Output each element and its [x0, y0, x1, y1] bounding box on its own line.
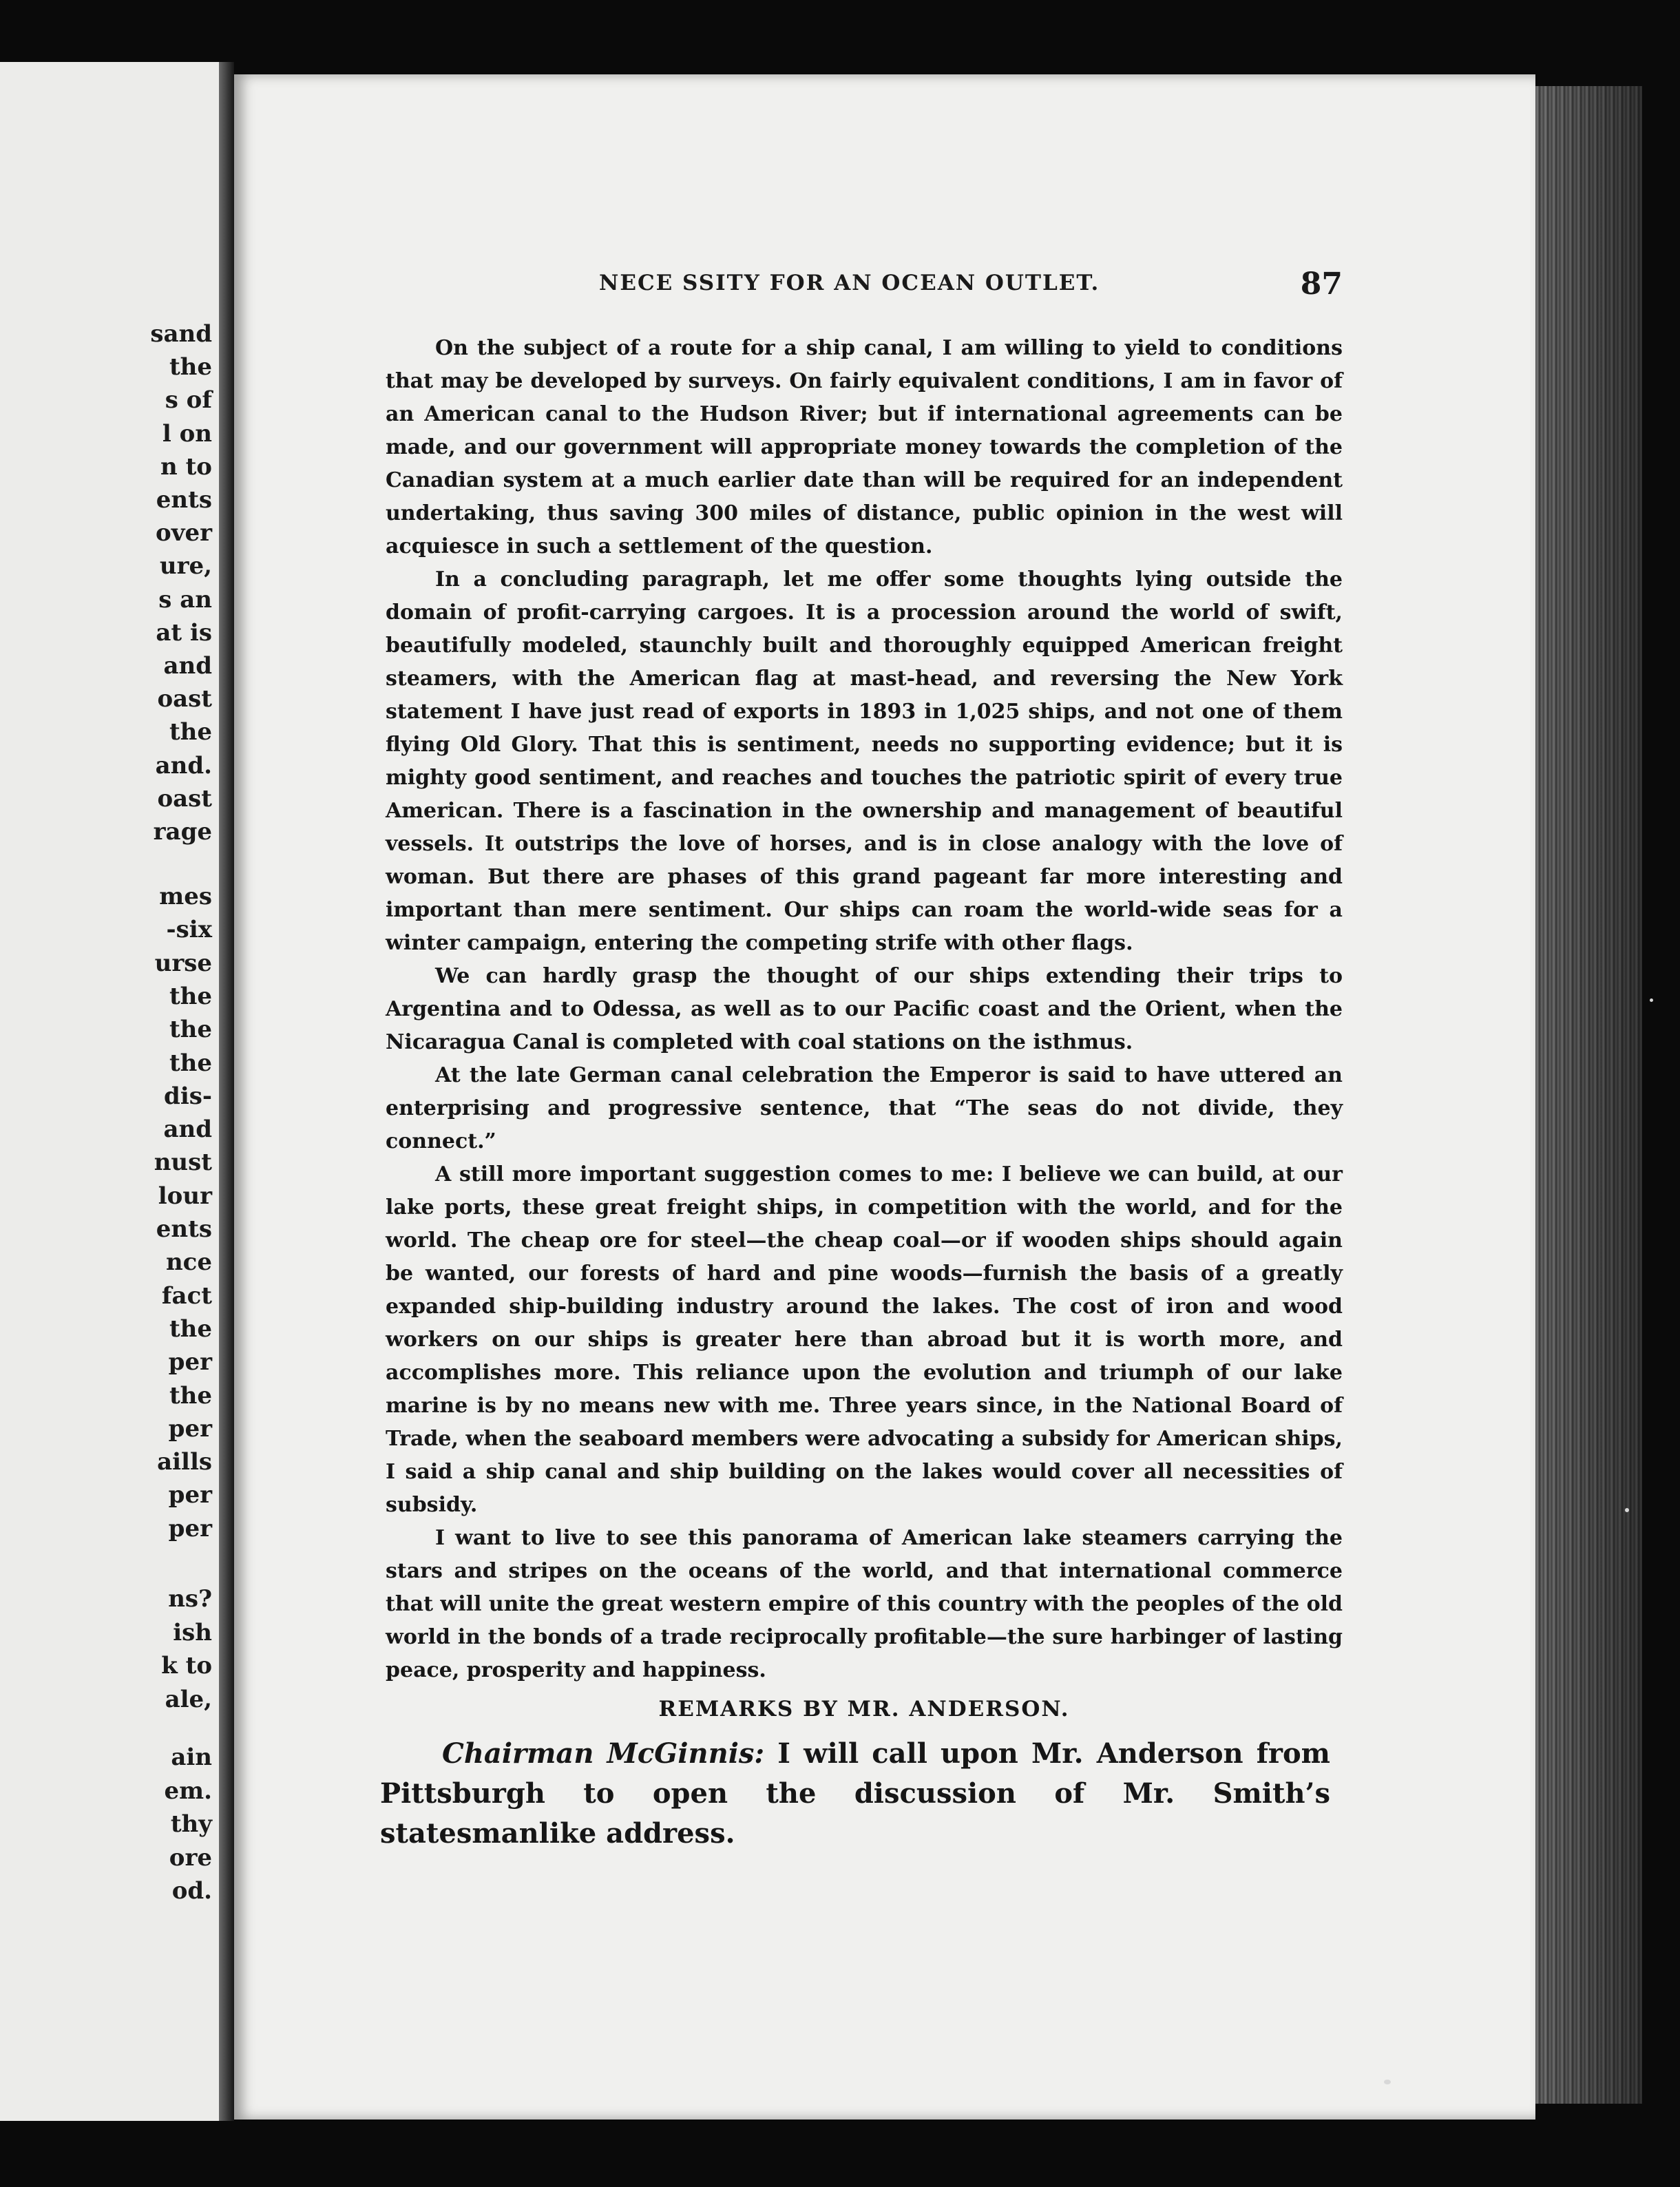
previous-page-fragment-line: sand	[150, 320, 212, 348]
chairman-remarks	[380, 1734, 1330, 1854]
previous-page-fragment-line: n to	[160, 452, 212, 481]
running-title: NECE SSITY FOR AN OCEAN OUTLET.	[599, 271, 1100, 295]
chairman-remarks-text: I will call upon Mr. Anderson from Pittsburgh to open the discussion of Mr. Smith’s statesmanlike address.	[380, 1737, 1330, 1850]
paragraph-german-canal: At the late German canal celebration the Emperor is said to have uttered an enterprising and progressive sentence, that “The seas do not divide, they connect.”	[386, 1063, 1343, 1153]
running-header	[599, 266, 1356, 305]
previous-page-fragment-line: over	[156, 519, 212, 547]
previous-page-fragment-line: ain	[171, 1744, 212, 1771]
previous-page-fragment-line: ore	[169, 1843, 212, 1872]
scan-speck	[1384, 2080, 1391, 2084]
page-number: 87	[1300, 266, 1343, 302]
previous-page-fragment-line: rage	[153, 818, 212, 846]
previous-page-fragment-line: aills	[157, 1448, 212, 1476]
previous-page-fragment-line: the	[169, 1381, 212, 1410]
previous-page-fragment-line: k to	[161, 1652, 212, 1680]
previous-page-fragment-line: l on	[162, 419, 212, 448]
previous-page-fragment-line: ents	[156, 486, 212, 514]
previous-page-fragment-line: ents	[156, 1215, 212, 1243]
previous-page-fragment-line: the	[169, 982, 212, 1010]
previous-page-fragment-line: em.	[164, 1777, 212, 1805]
previous-page-fragment-line: per	[168, 1348, 212, 1377]
previous-page-fragment-line: fact	[161, 1281, 212, 1310]
previous-page-fragment-line: thy	[170, 1810, 212, 1838]
previous-page-fragment-line: nust	[154, 1149, 212, 1177]
previous-page-fragment-line: per	[168, 1481, 212, 1509]
previous-page-fragment-line: the	[169, 1016, 212, 1044]
previous-page-fragment-line: ale,	[165, 1685, 212, 1713]
paragraph-argentina-odessa: We can hardly grasp the thought of our ships extending their trips to Argentina and to Odessa, as well as to our Pacific coast and the Orient, when the Nicaragua Canal is completed with coal stations on the isthmus.	[386, 964, 1343, 1054]
page-edges-shadow	[1535, 86, 1642, 2104]
previous-page-fragment-line: nce	[165, 1248, 212, 1277]
previous-page-fragment-line: lour	[158, 1182, 212, 1210]
previous-page-fragment-line: ish	[173, 1618, 212, 1646]
previous-page-fragment-line: oast	[157, 685, 212, 713]
previous-page-fragment-line: ure,	[159, 552, 212, 580]
previous-page-fragment-line: mes	[159, 883, 212, 910]
speaker-name: Chairman McGinnis:	[442, 1737, 765, 1770]
previous-page-fragment-line: the	[169, 718, 212, 746]
scan-speck	[1625, 1508, 1629, 1512]
previous-page-fragment-line: and	[163, 1116, 212, 1144]
previous-page-fragment	[0, 62, 219, 2121]
previous-page-fragment-line: dis-	[164, 1082, 212, 1110]
previous-page-fragment-line: ns?	[168, 1585, 212, 1613]
previous-page-fragment-line: the	[169, 1315, 212, 1343]
previous-page-fragment-line: s an	[158, 585, 212, 614]
page-body	[380, 332, 1343, 1854]
paragraph-lake-shipbuilding: A still more important suggestion comes to me: I believe we can build, at our lake ports, these great freight ships, in competition with the world, and for the world. The cheap ore for steel—the cheap coal—or if wooden ships should again be wanted, our forests of hard and pine woods—furnish the basis of a greatly expanded ship-building industry around the lakes. The cost of iron and wood workers on our ships is greater here than abroad but it is worth more, and accomplishes more. This reliance upon the evolution and triumph of our lake marine is by no means new with me. Three years since, in the National Board of Trade, when the seaboard members were advocating a subsidy for American ships, I said a ship canal and ship building on the lakes would cover all necessities of subsidy.	[386, 1162, 1343, 1517]
book-gutter	[219, 62, 234, 2121]
previous-page-fragment-line: and	[163, 652, 212, 680]
previous-page-fragment-line: s of	[165, 386, 212, 415]
previous-page-fragment-line: per	[168, 1414, 212, 1443]
previous-page-fragment-line: oast	[157, 784, 212, 813]
previous-page-fragment-line: at is	[156, 618, 212, 647]
paragraph-concluding: In a concluding paragraph, let me offer some thoughts lying outside the domain of profit-carrying cargoes. It is a procession around the world of swift, beautifully modeled, staunchly built and thoroughly equipped American freight steamers, with the American flag at mast-head, and reversing the New York statement I have just read of exports in 1893 in 1,025 ships, and not one of them flying Old Glory. That this is sentiment, needs no supporting evidence; but it is mighty good sentiment, and reaches and touches the patriotic spirit of every true American. There is a fascination in the ownership and management of beautiful vessels. It outstrips the love of horses, and is in close analogy with the love of woman. But there are phases of this grand pageant far more interesting and important than mere sentiment. Our ships can roam the world-wide seas for a winter campaign, entering the competing strife with other flags.	[386, 567, 1343, 955]
previous-page-fragment-line: od.	[171, 1877, 212, 1905]
previous-page-fragment-line: per	[168, 1514, 212, 1542]
previous-page-fragment-line: the	[169, 1049, 212, 1077]
previous-page-fragment-line: urse	[154, 949, 212, 977]
previous-page-fragment-line: -six	[166, 916, 212, 944]
paragraph-canal-route: On the subject of a route for a ship canal, I am willing to yield to conditions that may be developed by surveys. On fairly equivalent conditions, I am in favor of an American canal to the Hudson River; but if international agreements can be made, and our government will appropriate money towards the completion of the Canadian system at a much earlier date than will be required for an independent undertaking, thus saving 300 miles of distance, public opinion in the west will acquiesce in such a settlement of the question.	[386, 336, 1343, 558]
previous-page-fragment-line: and.	[155, 751, 212, 779]
scan-speck	[1650, 998, 1653, 1002]
section-heading: REMARKS BY MR. ANDERSON.	[658, 1697, 1070, 1722]
previous-page-fragment-line: the	[169, 353, 212, 381]
paragraph-panorama: I want to live to see this panorama of American lake steamers carrying the stars and stripes on the oceans of the world, and that international commerce that will unite the great western empire of this country with the peoples of the old world in the bonds of a trade reciprocally profitable—the sure harbinger of lasting peace, prosperity and happiness.	[386, 1526, 1343, 1682]
